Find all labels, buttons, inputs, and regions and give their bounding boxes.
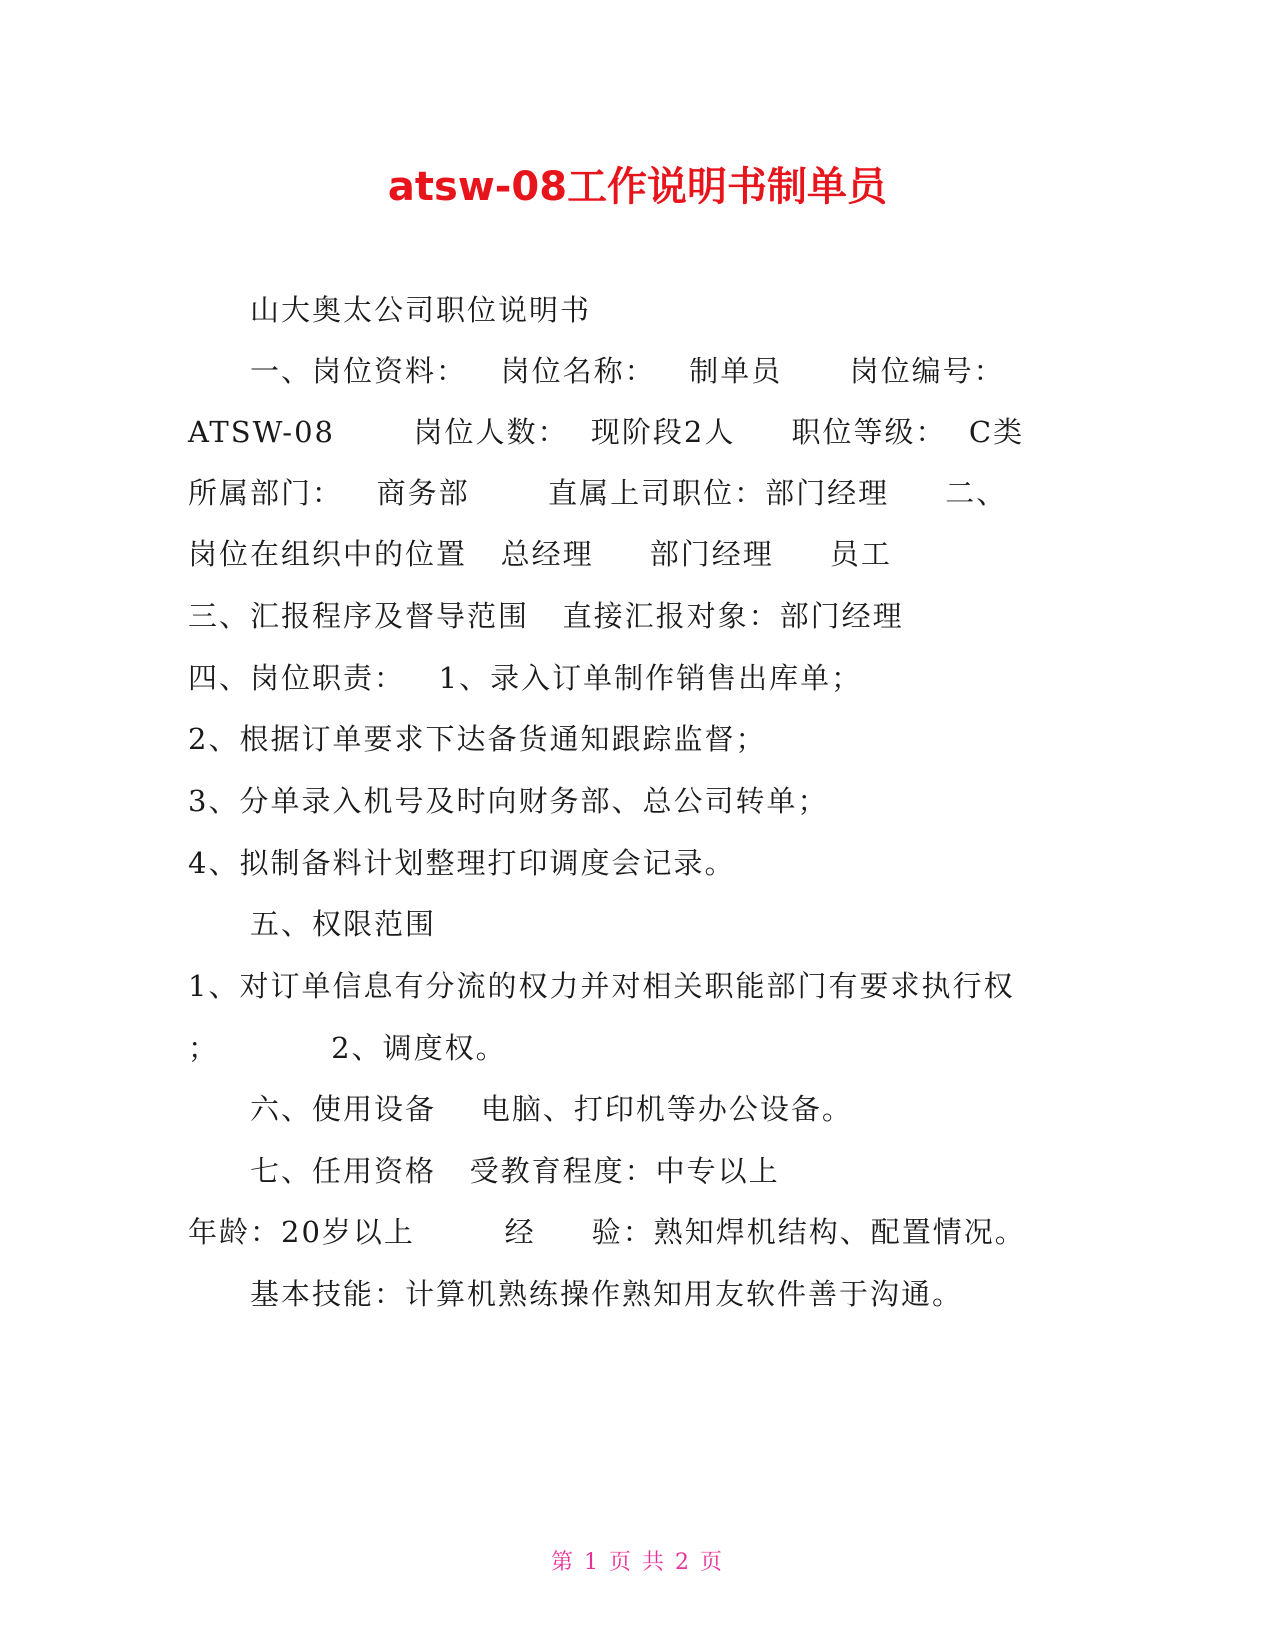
company-heading: 山大奥太公司职位说明书 (250, 293, 592, 327)
qualification-line: 七、任用资格 受教育程度：中专以上 (250, 1154, 780, 1188)
skills-line: 基本技能：计算机熟练操作熟知用友软件善于沟通。 (250, 1277, 964, 1311)
duty-line-1: 四、岗位职责： 1、录入订单制作销售出库单； (188, 661, 863, 695)
page-number: 第 1 页 共 2 页 (551, 1550, 724, 1575)
duty-line-3: 3、分单录入机号及时向财务部、总公司转单； (188, 784, 829, 818)
org-position-line: 岗位在组织中的位置 总经理 部门经理 员工 (188, 537, 892, 571)
job-info-line: 一、岗位资料： 岗位名称： 制单员 岗位编号： (250, 354, 1005, 388)
authority-line-1: 1、对订单信息有分流的权力并对相关职能部门有要求执行权 (188, 969, 1015, 1003)
job-code-line: ATSW-08 岗位人数： 现阶段2人 职位等级： C类 (188, 415, 1025, 449)
age-experience-line: 年龄：20岁以上 经 验：熟知焊机结构、配置情况。 (188, 1215, 1026, 1249)
equipment-line: 六、使用设备 电脑、打印机等办公设备。 (250, 1092, 853, 1126)
authority-heading: 五、权限范围 (250, 907, 437, 941)
department-line: 所属部门： 商务部 直属上司职位：部门经理 二、 (188, 476, 1008, 510)
authority-line-2: ； 2、调度权。 (188, 1031, 507, 1065)
duty-line-4: 4、拟制备料计划整理打印调度会记录。 (188, 846, 736, 880)
duty-line-2: 2、根据订单要求下达备货通知跟踪监督； (188, 722, 767, 756)
reporting-line: 三、汇报程序及督导范围 直接汇报对象：部门经理 (188, 599, 904, 633)
document-title: atsw-08工作说明书制单员 (387, 164, 888, 210)
